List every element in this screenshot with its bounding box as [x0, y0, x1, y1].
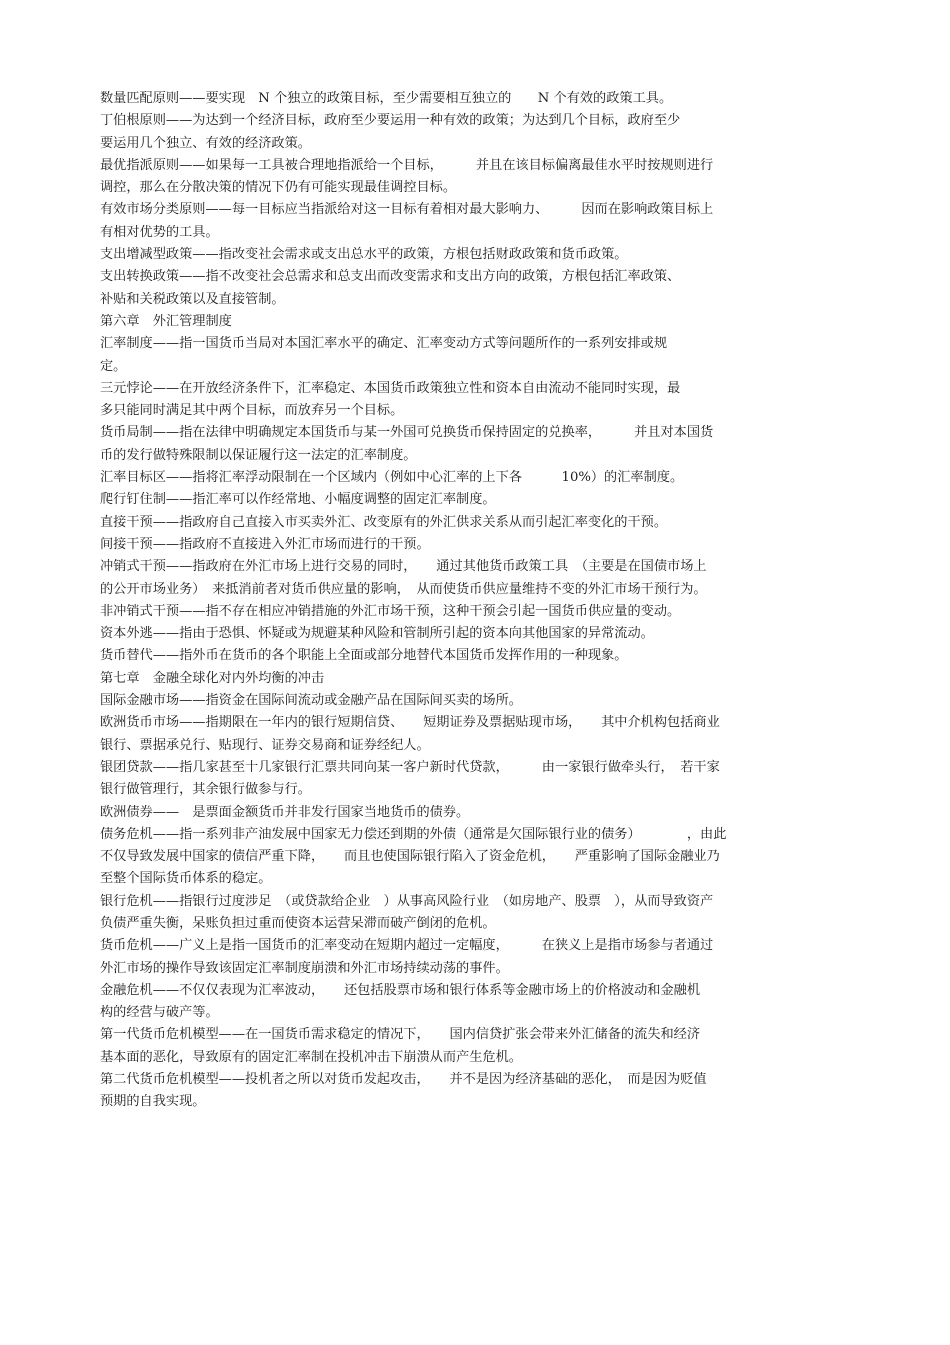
text-line: 币的发行做特殊限制以保证履行这一法定的汇率制度。: [100, 447, 417, 463]
text-line: 冲销式干预——指政府在外汇市场上进行交易的同时， 通过其他货币政策工具 （主要是在国债市场上: [100, 559, 707, 575]
text-line: 汇率制度——指一国货币当局对本国汇率水平的确定、汇率变动方式等问题所作的一系列安排或规: [100, 336, 668, 352]
text-line: 银团贷款——指几家甚至十几家银行汇票共同向某一客户新时代贷款， 由一家银行做牵头行， 若干家: [100, 759, 720, 775]
text-line: 支出增减型政策——指改变社会需求或支出总水平的政策，方根包括财政政策和货币政策。: [100, 247, 628, 263]
text-line: 爬行钉住制——指汇率可以作经常地、小幅度调整的固定汇率制度。: [100, 492, 496, 508]
text-line: 货币危机——广义上是指一国货币的汇率变动在短期内超过一定幅度， 在狭义上是指市场参与者通过: [100, 938, 714, 954]
text-line: 欧洲货币市场——指期限在一年内的银行短期信贷、 短期证券及票据贴现市场， 其中介机构包括商业: [100, 715, 720, 731]
text-line: 至整个国际货币体系的稳定。: [100, 871, 272, 887]
text-line: 不仅导致发展中国家的债信严重下降， 而且也使国际银行陷入了资金危机， 严重影响了国际金融业乃: [100, 849, 720, 865]
text-line: 基本面的恶化，导致原有的固定汇率制在投机冲击下崩溃从而产生危机。: [100, 1049, 522, 1065]
text-line: 三元悖论——在开放经济条件下，汇率稳定、本国货币政策独立性和资本自由流动不能同时实现，最: [100, 380, 681, 396]
text-line: 直接干预——指政府自己直接入市买卖外汇、改变原有的外汇供求关系从而引起汇率变化的干预。: [100, 514, 668, 530]
text-line: 外汇市场的操作导致该固定汇率制度崩溃和外汇市场持续动荡的事件。: [100, 960, 509, 976]
text-line: 有相对优势的工具。: [100, 224, 219, 240]
text-line: 预期的自我实现。: [100, 1094, 206, 1110]
text-line: 国际金融市场——指资金在国际间流动或金融产品在国际间买卖的场所。: [100, 693, 522, 709]
text-line: 第二代货币危机模型——投机者之所以对货币发起攻击， 并不是因为经济基础的恶化， 而是因为贬值: [100, 1072, 707, 1088]
text-line: 数量匹配原则——要实现 N 个独立的政策目标，至少需要相互独立的 N 个有效的政策工具。: [100, 91, 673, 106]
text-line: 货币局制——指在法律中明确规定本国货币与某一外国可兑换货币保持固定的兑换率， 并且对本国货: [100, 425, 714, 441]
text-line: 补贴和关税政策以及直接管制。: [100, 291, 285, 307]
text-line: 多只能同时满足其中两个目标，而放弃另一个目标。: [100, 403, 404, 419]
text-line: 银行危机——指银行过度涉足 （或贷款给企业 ）从事高风险行业 （如房地产、股票 ），从而导致资产: [100, 893, 714, 909]
text-line: 的公开市场业务） 来抵消前者对货币供应量的影响， 从而使货币供应量维持不变的外汇市场干预行为。: [100, 581, 707, 597]
text-line: 构的经营与破产等。: [100, 1005, 219, 1021]
text-line: 定。: [100, 358, 127, 374]
text-line: 第七章 金融全球化对内外均衡的冲击: [100, 670, 325, 686]
text-line: 负债严重失衡，呆账负担过重而使资本运营呆滞而破产倒闭的危机。: [100, 915, 496, 931]
text-line: 第一代货币危机模型——在一国货币需求稳定的情况下， 国内信贷扩张会带来外汇储备的流失和经济: [100, 1027, 701, 1043]
text-line: 资本外逃——指由于恐惧、怀疑或为规避某种风险和管制所引起的资本向其他国家的异常流动。: [100, 626, 654, 642]
text-line: 间接干预——指政府不直接进入外汇市场而进行的干预。: [100, 536, 430, 552]
text-line: 债务危机——指一系列非产油发展中国家无力偿还到期的外债（通常是欠国际银行业的债务） ，由此: [100, 826, 727, 842]
text-line: 第六章 外汇管理制度: [100, 313, 232, 329]
text-line: 有效市场分类原则——每一目标应当指派给对这一目标有着相对最大影响力、 因而在影响政策目标上: [100, 202, 714, 218]
text-line: 非冲销式干预——指不存在相应冲销措施的外汇市场干预，这种干预会引起一国货币供应量的变动。: [100, 603, 681, 619]
text-line: 欧洲债券—— 是票面金额货币并非发行国家当地货币的债券。: [100, 804, 470, 820]
text-line: 支出转换政策——指不改变社会总需求和总支出而改变需求和支出方向的政策，方根包括汇率政策、: [100, 269, 681, 285]
text-line: 要运用几个独立、有效的经济政策。: [100, 135, 311, 151]
text-line: 调控，那么在分散决策的情况下仍有可能实现最佳调控目标。: [100, 180, 457, 196]
document-page: [100, 88, 840, 1114]
text-line: 金融危机——不仅仅表现为汇率波动， 还包括股票市场和银行体系等金融市场上的价格波动和金融机: [100, 982, 701, 998]
text-line: 银行做管理行，其余银行做参与行。: [100, 782, 311, 798]
text-line: 丁伯根原则——为达到一个经济目标，政府至少要运用一种有效的政策；为达到几个目标，政府至少: [100, 113, 681, 129]
text-line: 汇率目标区——指将汇率浮动限制在一个区域内（例如中心汇率的上下各 10%）的汇率制度。: [100, 470, 684, 486]
text-line: 银行、票据承兑行、贴现行、证券交易商和证券经纪人。: [100, 737, 430, 753]
text-line: 货币替代——指外币在货币的各个职能上全面或部分地替代本国货币发挥作用的一种现象。: [100, 648, 628, 664]
text-line: 最优指派原则——如果每一工具被合理地指派给一个目标， 并且在该目标偏离最佳水平时按规则进行: [100, 157, 714, 173]
